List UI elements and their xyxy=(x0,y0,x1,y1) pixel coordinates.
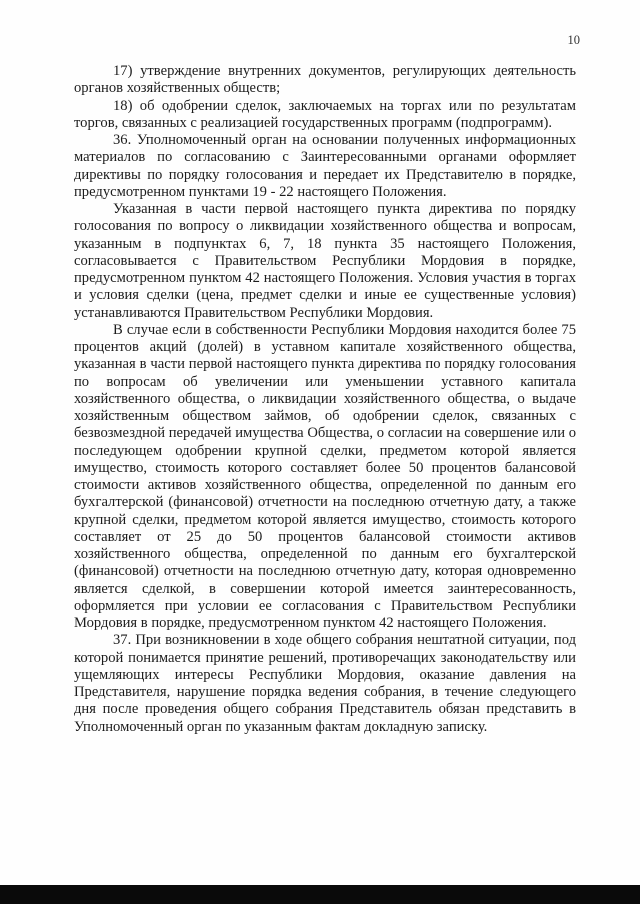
list-item-18: 18) об одобрении сделок, заключаемых на торгах или по результатам торгов, связанных с реализацией государственных программ (подпрограмм). xyxy=(74,97,576,131)
clause-36-part-2: Указанная в части первой настоящего пункта директива по порядку голосования по вопросу о ликвидации хозяйственного общества и вопросам, указанным в подпунктах 6, 7, 18 пункта 35 настоящего Положения, согласовывается с Правительством Республики Мордовия в порядке, предусмотренном пунктом 42 настоящего Положения. Условия участия в торгах и условия сделки (цена, предмет сделки и иные ее существенные условия) устанавливаются Правительством Республики Мордовия. xyxy=(74,201,576,321)
clause-36: 36. Уполномоченный орган на основании полученных информационных материалов по согласованию с Заинтересованными органами оформляет директивы по порядку голосования и передает их Представителю в порядке, предусмотренном пунктами 19 - 22 настоящего Положения. xyxy=(74,132,576,200)
scan-bottom-edge xyxy=(0,885,640,904)
page-number: 10 xyxy=(567,33,580,47)
clause-36-part-3: В случае если в собственности Республики Мордовия находится более 75 процентов акций (долей) в уставном капитале хозяйственного общества, указанная в части первой настоящего пункта директива по порядку голосования по вопросам об увеличении или уменьшении уставного капитала хозяйственного общества, о ликвидации хозяйственного общества, о выдаче хозяйственным обществом займов, об одобрении сделок, связанных с безвозмездной передачей имущества Общества, о согласии на совершение или о последующем одобрении крупной сделки, предметом которой является имущество, стоимость которого составляет более 50 процентов балансовой стоимости активов хозяйственного общества, определенной по данным его бухгалтерской (финансовой) отчетности на последнюю отчетную дату, а также крупной сделки, предметом которой является имущество, стоимость которого составляет от 25 до 50 процентов балансовой стоимости активов хозяйственного общества, определенной по данным его бухгалтерской (финансовой) отчетности на последнюю отчетную дату, которая одновременно является сделкой, в совершении которой имеется заинтересованность, оформляется при условии ее согласования с Правительством Республики Мордовия в порядке, предусмотренном пунктом 42 настоящего Положения. xyxy=(74,321,576,631)
clause-37: 37. При возникновении в ходе общего собрания нештатной ситуации, под которой понимается принятие решений, противоречащих законодательству или ущемляющих интересы Республики Мордовия, оказание давления на Представителя, нарушение порядка ведения собрания, в течение следующего дня после проведения общего собрания Представитель обязан представить в Уполномоченный орган по указанным фактам докладную записку. xyxy=(74,632,576,735)
document-body xyxy=(74,63,576,736)
list-item-17: 17) утверждение внутренних документов, регулирующих деятельность органов хозяйственных обществ; xyxy=(74,63,576,97)
